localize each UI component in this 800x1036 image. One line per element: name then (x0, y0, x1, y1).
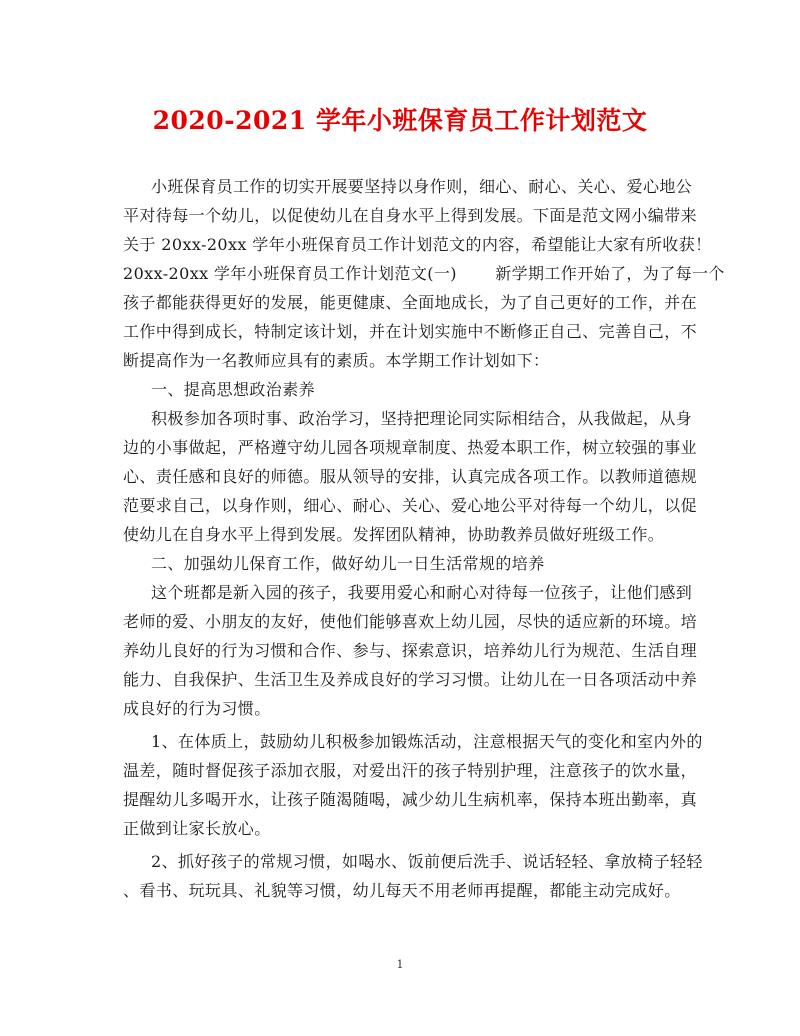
paragraph-line: 范要求自己，以身作则，细心、耐心、关心、爱心地公平对待每一个幼儿，以促 (123, 496, 698, 515)
paragraph-line: 心、责任感和良好的师德。服从领导的安排，认真完成各项工作。以教师道德规 (123, 467, 698, 486)
paragraph-line: 养幼儿良好的行为习惯和合作、参与、探索意识，培养幼儿行为规范、生活自理 (123, 641, 698, 660)
paragraph-line: 能力、自我保护、生活卫生及养成良好的学习习惯。让幼儿在一日各项活动中养 (123, 670, 698, 689)
paragraph-line: 、看书、玩玩具、礼貌等习惯，幼儿每天不用老师再提醒，都能主动完成好。 (123, 881, 681, 900)
page-number: 1 (396, 958, 404, 971)
paragraph-line: 这个班都是新入园的孩子，我要用爱心和耐心对待每一位孩子，让他们感到 (151, 583, 693, 602)
paragraph-line: 小班保育员工作的切实开展要坚持以身作则，细心、耐心、关心、爱心地公 (151, 177, 693, 196)
paragraph-line: 老师的爱、小朋友的友好，使他们能够喜欢上幼儿园，尽快的适应新的环境。培 (123, 612, 698, 631)
section-heading: 二、加强幼儿保育工作，做好幼儿一日生活常规的培养 (151, 554, 545, 573)
paragraph-line: 温差，随时督促孩子添加衣服，对爱出汗的孩子特别护理，注意孩子的饮水量， (123, 761, 698, 780)
paragraph-line: 平对待每一个幼儿，以促使幼儿在自身水平上得到发展。下面是范文网小编带来 (123, 206, 698, 225)
document-body (123, 172, 725, 905)
paragraph-line: 正做到让家长放心。 (123, 819, 271, 838)
paragraph-line: 成良好的行为习惯。 (123, 699, 271, 718)
paragraph-line: 断提高作为一名教师应具有的素质。本学期工作计划如下： (123, 351, 550, 370)
paragraph-line: 20xx-20xx 学年小班保育员工作计划范文(一) 新学期工作开始了，为了每一个 (123, 264, 725, 283)
paragraph-line: 边的小事做起，严格遵守幼儿园各项规章制度、热爱本职工作，树立较强的事业 (123, 438, 698, 457)
paragraph-line: 工作中得到成长，特制定该计划，并在计划实施中不断修正自己、完善自己，不 (123, 322, 698, 341)
paragraph-line: 积极参加各项时事、政治学习，坚持把理论同实际相结合，从我做起，从身 (151, 409, 693, 428)
paragraph-line: 提醒幼儿多喝开水，让孩子随渴随喝，减少幼儿生病机率，保持本班出勤率，真 (123, 790, 698, 809)
paragraph-line: 1、在体质上，鼓励幼儿积极参加锻炼活动，注意根据天气的变化和室内外的 (151, 732, 703, 751)
paragraph-line: 2、抓好孩子的常规习惯，如喝水、饭前便后洗手、说话轻轻、拿放椅子轻轻 (151, 852, 703, 871)
paragraph-line: 孩子都能获得更好的发展，能更健康、全面地成长，为了自己更好的工作，并在 (123, 293, 698, 312)
paragraph-line: 使幼儿在自身水平上得到发展。发挥团队精神，协助教养员做好班级工作。 (123, 525, 665, 544)
paragraph-line: 关于 20xx-20xx 学年小班保育员工作计划范文的内容，希望能让大家有所收获！ (123, 235, 712, 254)
document-title: 2020-2021 学年小班保育员工作计划范文 (152, 106, 648, 135)
section-heading: 一、提高思想政治素养 (151, 380, 316, 399)
